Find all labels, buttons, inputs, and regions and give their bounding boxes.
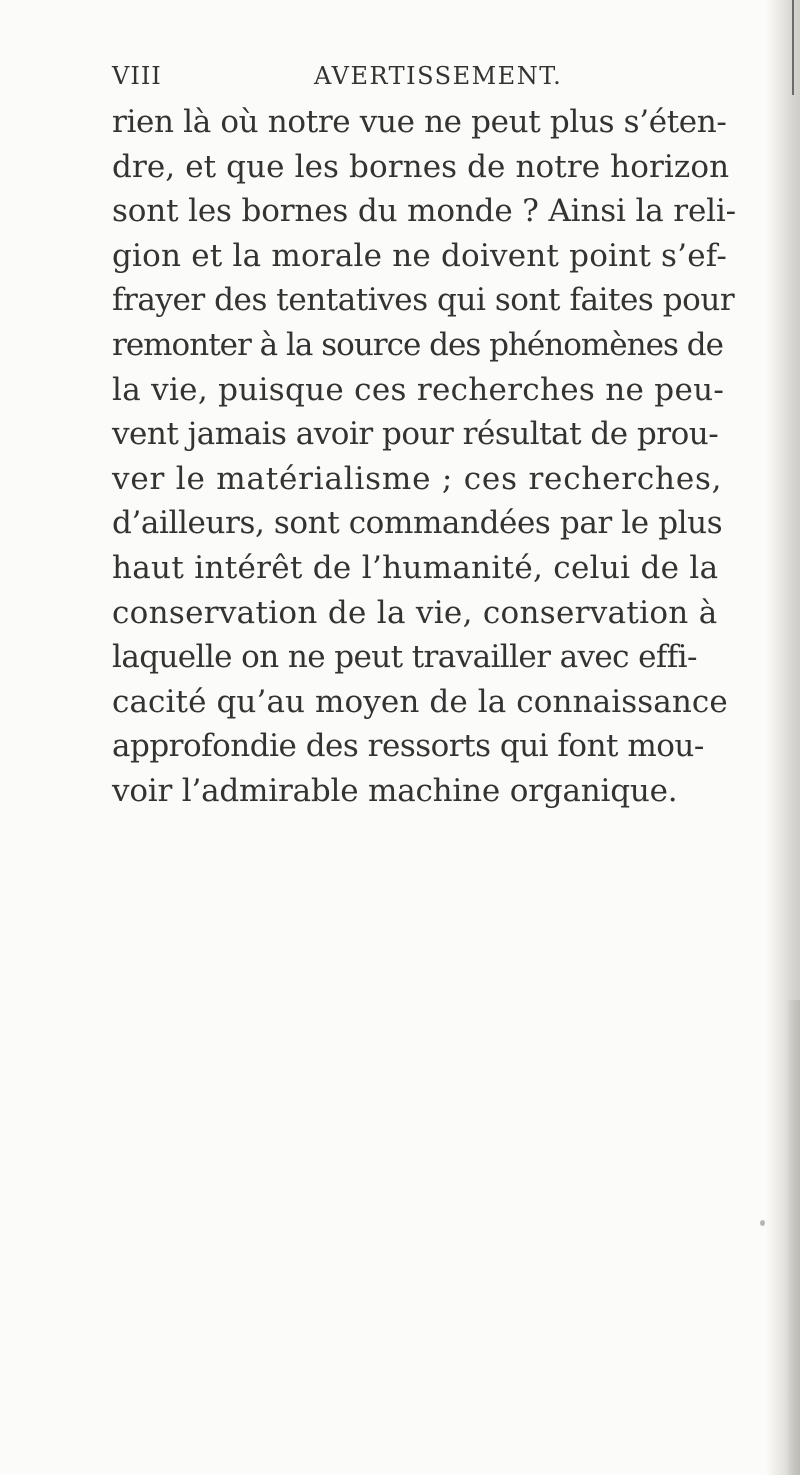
text-line: d’ailleurs, sont commandées par le plus [112,505,723,542]
text-line: conservation de la vie, conservation à [112,594,718,631]
text-line: cacité qu’au moyen de la connaissance [112,683,728,720]
text-line: haut intérêt de l’humanité, celui de la [112,549,719,586]
running-title: AVERTISSEMENT. [314,62,563,90]
body-paragraph [112,100,792,814]
text-line: rien là où notre vue ne peut plus s’éten- [112,104,727,140]
page-number: VIII [112,62,162,90]
text-line: ver le matérialisme ; ces recherches, [112,460,723,497]
text-line: sont les bornes du monde ? Ainsi la reli- [112,193,736,230]
running-head [112,62,672,102]
paper-speck [760,1220,765,1226]
page-edge-lower-shadow [786,1000,800,1475]
text-line: laquelle on ne peut travailler avec effi- [112,639,697,676]
text-line: frayer des tentatives qui sont faites pour [112,282,735,319]
text-line: dre, et que les bornes de notre horizon [112,148,730,185]
text-line: gion et la morale ne doivent point s’ef- [112,237,727,274]
text-line: voir l’admirable machine organique. [112,772,678,809]
text-line: vent jamais avoir pour résultat de prou- [112,416,719,453]
text-line: la vie, puisque ces recherches ne peu- [112,371,725,408]
text-line: remonter à la source des phénomènes de [112,326,723,363]
text-line: approfondie des ressorts qui font mou- [112,728,704,765]
page-edge-mark [792,0,794,95]
